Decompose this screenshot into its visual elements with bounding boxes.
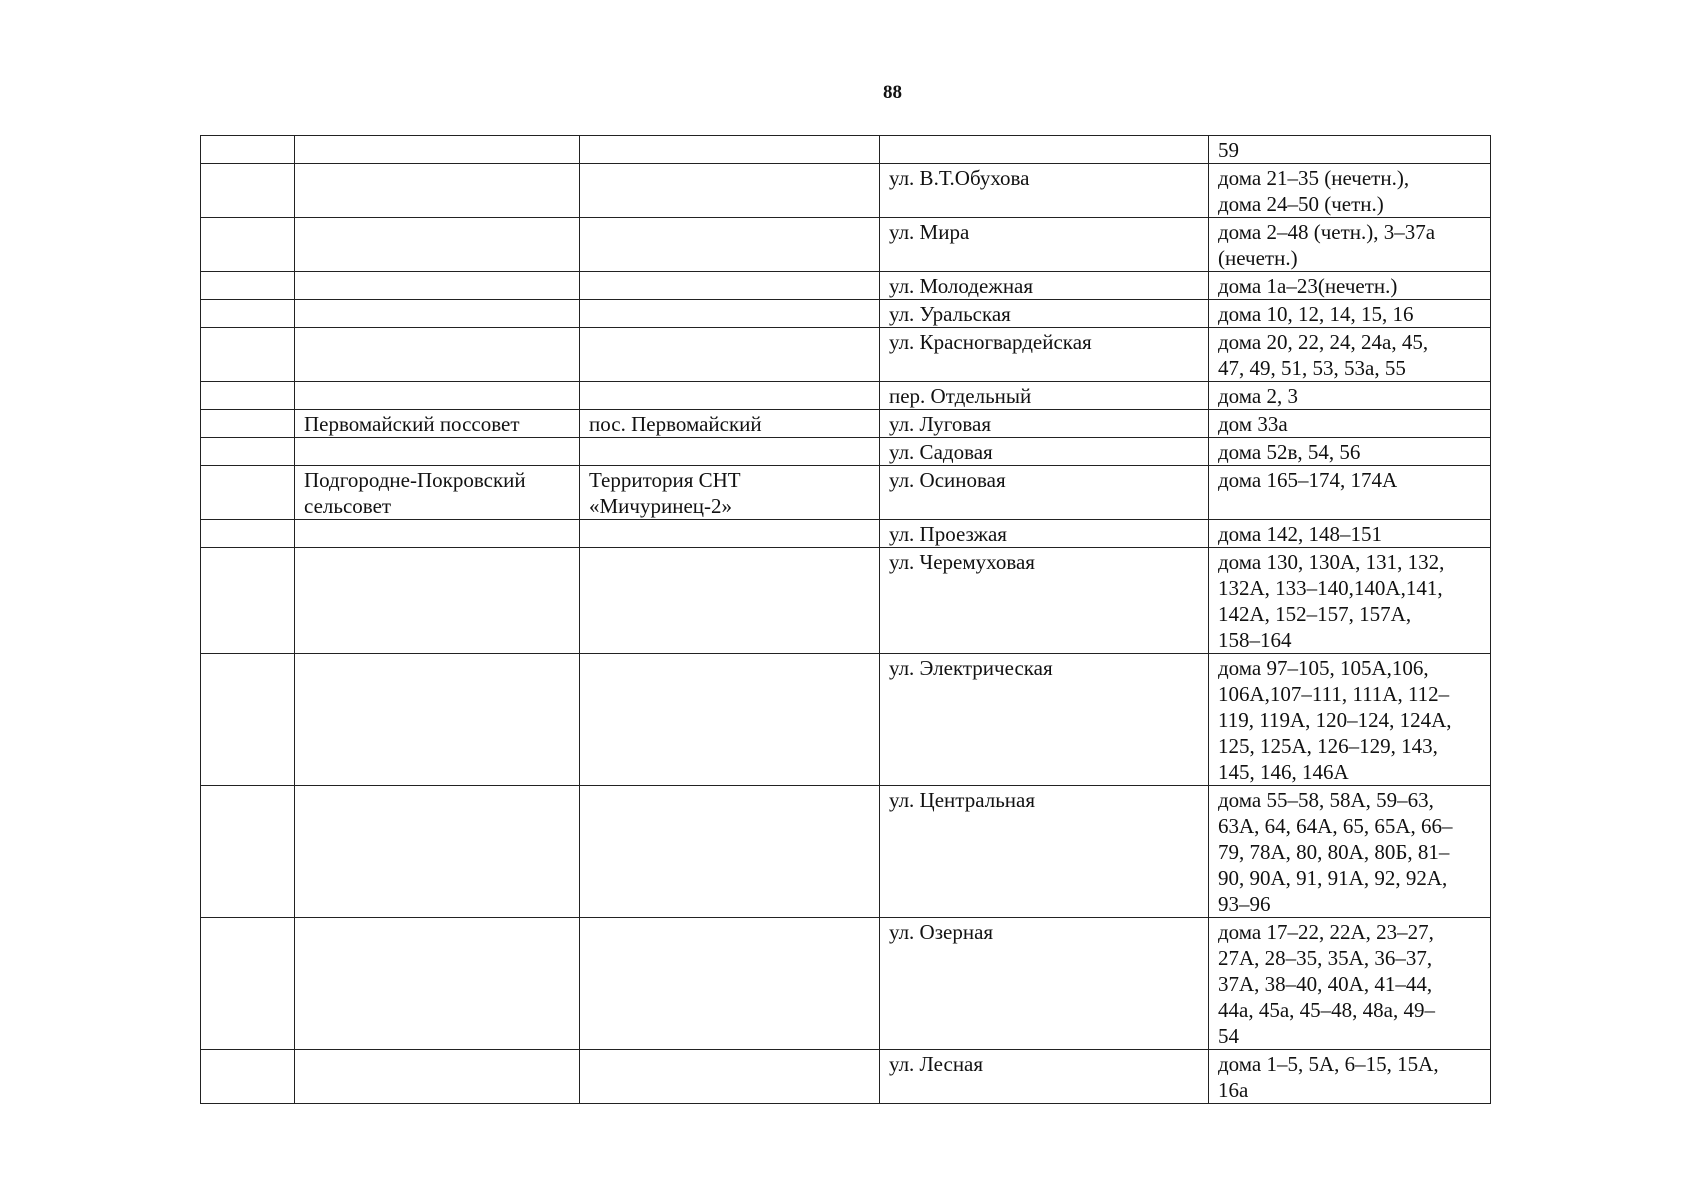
houses-cell: дома 1а–23(нечетн.) (1209, 272, 1491, 300)
council-cell (295, 328, 580, 382)
settlement-cell (580, 164, 880, 218)
street-cell: ул. Молодежная (880, 272, 1209, 300)
table-row (201, 328, 1491, 382)
table-row (201, 520, 1491, 548)
address-table (200, 135, 1491, 1104)
settlement-cell: Территория СНТ «Мичуринец-2» (580, 466, 880, 520)
table-row (201, 410, 1491, 438)
council-cell (295, 548, 580, 654)
council-cell (295, 164, 580, 218)
row-number-cell (201, 328, 295, 382)
table-row (201, 164, 1491, 218)
houses-cell: дома 1–5, 5А, 6–15, 15А, 16а (1209, 1050, 1491, 1104)
houses-cell: 59 (1209, 136, 1491, 164)
council-cell (295, 918, 580, 1050)
council-cell (295, 382, 580, 410)
row-number-cell (201, 548, 295, 654)
council-cell (295, 438, 580, 466)
row-number-cell (201, 918, 295, 1050)
settlement-cell (580, 548, 880, 654)
houses-cell: дома 2–48 (четн.), 3–37а (нечетн.) (1209, 218, 1491, 272)
table-row (201, 438, 1491, 466)
council-cell: Подгородне-Покровский сельсовет (295, 466, 580, 520)
row-number-cell (201, 300, 295, 328)
settlement-cell (580, 1050, 880, 1104)
settlement-cell (580, 272, 880, 300)
settlement-cell (580, 438, 880, 466)
houses-cell: дома 52в, 54, 56 (1209, 438, 1491, 466)
table-row (201, 654, 1491, 786)
table-row (201, 918, 1491, 1050)
settlement-cell (580, 654, 880, 786)
row-number-cell (201, 382, 295, 410)
table-row (201, 218, 1491, 272)
settlement-cell (580, 786, 880, 918)
row-number-cell (201, 520, 295, 548)
street-cell: ул. Лесная (880, 1050, 1209, 1104)
table-row (201, 1050, 1491, 1104)
settlement-cell (580, 300, 880, 328)
table-row (201, 548, 1491, 654)
street-cell: ул. Электрическая (880, 654, 1209, 786)
row-number-cell (201, 136, 295, 164)
council-cell (295, 520, 580, 548)
council-cell (295, 136, 580, 164)
settlement-cell (580, 918, 880, 1050)
houses-cell: дома 55–58, 58А, 59–63, 63А, 64, 64А, 65, 65А, 66– 79, 78А, 80, 80А, 80Б, 81– 90, 90А, 91, 91А, 92, 92А, 93–96 (1209, 786, 1491, 918)
council-cell (295, 786, 580, 918)
settlement-cell (580, 218, 880, 272)
row-number-cell (201, 1050, 295, 1104)
settlement-cell (580, 136, 880, 164)
page-number: 88 (883, 82, 902, 103)
houses-cell: дома 10, 12, 14, 15, 16 (1209, 300, 1491, 328)
street-cell: ул. Уральская (880, 300, 1209, 328)
council-cell (295, 1050, 580, 1104)
street-cell: ул. Луговая (880, 410, 1209, 438)
table-row (201, 136, 1491, 164)
row-number-cell (201, 164, 295, 218)
street-cell: ул. Черемуховая (880, 548, 1209, 654)
row-number-cell (201, 438, 295, 466)
houses-cell: дома 97–105, 105А,106, 106А,107–111, 111А, 112– 119, 119А, 120–124, 124А, 125, 125А, 126–129, 143, 145, 146, 146А (1209, 654, 1491, 786)
settlement-cell (580, 382, 880, 410)
table-row (201, 786, 1491, 918)
houses-cell: дома 17–22, 22А, 23–27, 27А, 28–35, 35А, 36–37, 37А, 38–40, 40А, 41–44, 44а, 45а, 45–48, 48а, 49– 54 (1209, 918, 1491, 1050)
table-row (201, 272, 1491, 300)
council-cell (295, 654, 580, 786)
street-cell: ул. Мира (880, 218, 1209, 272)
houses-cell: дом 33а (1209, 410, 1491, 438)
council-cell (295, 272, 580, 300)
street-cell (880, 136, 1209, 164)
table-row (201, 382, 1491, 410)
street-cell: ул. Осиновая (880, 466, 1209, 520)
street-cell: ул. Красногвардейская (880, 328, 1209, 382)
street-cell: ул. В.Т.Обухова (880, 164, 1209, 218)
street-cell: ул. Садовая (880, 438, 1209, 466)
street-cell: ул. Проезжая (880, 520, 1209, 548)
council-cell (295, 300, 580, 328)
houses-cell: дома 165–174, 174А (1209, 466, 1491, 520)
street-cell: пер. Отдельный (880, 382, 1209, 410)
row-number-cell (201, 466, 295, 520)
houses-cell: дома 20, 22, 24, 24а, 45, 47, 49, 51, 53, 53а, 55 (1209, 328, 1491, 382)
table-row (201, 300, 1491, 328)
row-number-cell (201, 654, 295, 786)
houses-cell: дома 130, 130А, 131, 132, 132А, 133–140,140А,141, 142А, 152–157, 157А, 158–164 (1209, 548, 1491, 654)
houses-cell: дома 2, 3 (1209, 382, 1491, 410)
council-cell (295, 218, 580, 272)
row-number-cell (201, 272, 295, 300)
settlement-cell: пос. Первомайский (580, 410, 880, 438)
street-cell: ул. Центральная (880, 786, 1209, 918)
council-cell: Первомайский поссовет (295, 410, 580, 438)
row-number-cell (201, 786, 295, 918)
table-body (201, 136, 1491, 1104)
houses-cell: дома 142, 148–151 (1209, 520, 1491, 548)
street-cell: ул. Озерная (880, 918, 1209, 1050)
houses-cell: дома 21–35 (нечетн.), дома 24–50 (четн.) (1209, 164, 1491, 218)
settlement-cell (580, 328, 880, 382)
settlement-cell (580, 520, 880, 548)
table-row (201, 466, 1491, 520)
row-number-cell (201, 410, 295, 438)
row-number-cell (201, 218, 295, 272)
